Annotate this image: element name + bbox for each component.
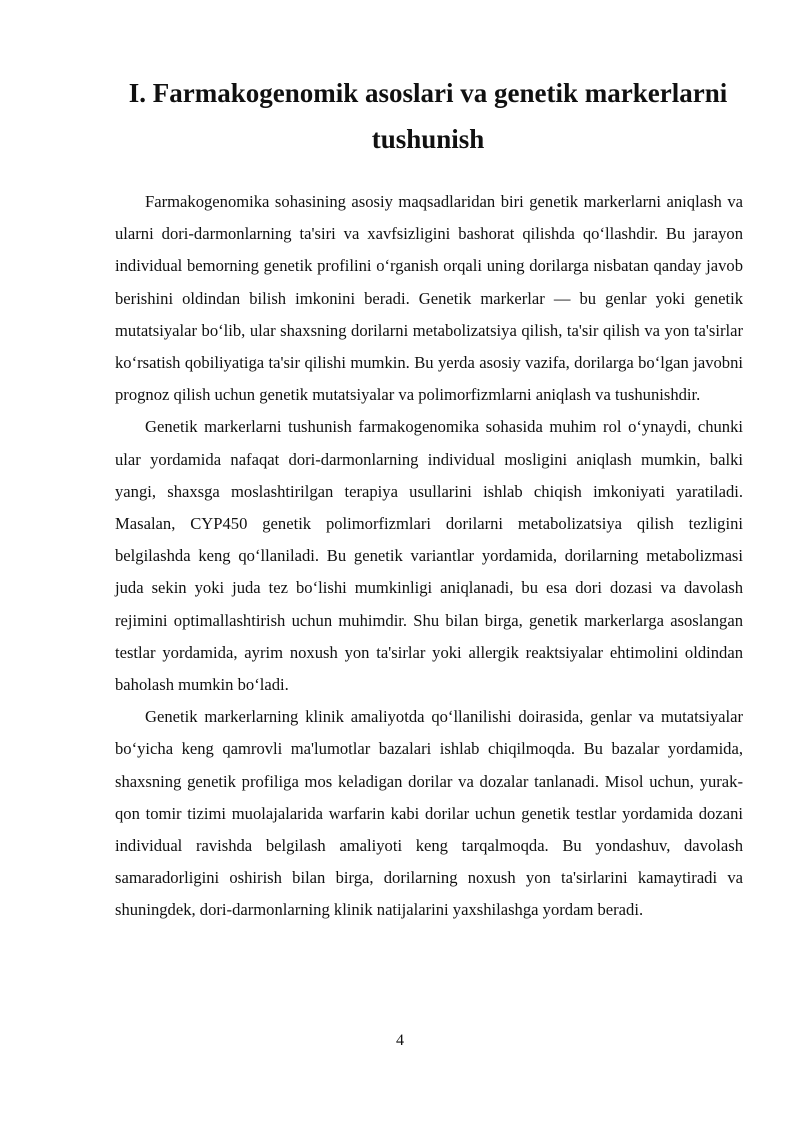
section-title: I. Farmakogenomik asoslari va genetik markerlarni tushunish [128,78,728,154]
paragraph-1: Farmakogenomika sohasining asosiy maqsadlaridan biri genetik markerlarni aniqlash va ularni dori-darmonlarning ta'siri va xavfsizligini bashorat qilishda qo‘llashdir. Bu jarayon individual bemorning genetik profilini o‘rganish orqali uning dorilarga nisbatan qanday javob berishini oldindan bilish imkonini beradi. Genetik markerlar — bu genlar yoki genetik mutatsiyalar bo‘lib, ular shaxsning dorilarni metabolizatsiya qilish, ta'sir qilish va yon ta'sirlar ko‘rsatish qobiliyatiga ta'sir qilishi mumkin. Bu yerda asosiy vazifa, dorilarga bo‘lgan javobni prognoz qilish uchun genetik mutatsiyalar va polimorfizmlarni aniqlash va tushunishdir. [115,192,743,405]
paragraph-2: Genetik markerlarni tushunish farmakogenomika sohasida muhim rol o‘ynaydi, chunki ular yordamida nafaqat dori-darmonlarning individual mosligini aniqlash mumkin, balki yangi, shaxsga moslashtirilgan terapiya usullarini ishlab chiqish imkoniyati yaratiladi. Masalan, CYP450 genetik polimorfizmlari dorilarni metabolizatsiya qilish tezligini belgilashda keng qo‘llaniladi. Bu genetik variantlar yordamida, dorilarning metabolizmasi juda sekin yoki juda tez bo‘lishi mumkinligi aniqlanadi, bu esa dori dozasi va davolash rejimini optimallashtirish uchun muhimdir. Shu bilan birga, genetik markerlarga asoslangan testlar yordamida, ayrim noxush yon ta'sirlar yoki allergik reaktsiyalar ehtimolini oldindan baholash mumkin bo‘ladi. [115,417,743,695]
page-number: 4 [396,1032,404,1049]
paragraph-3: Genetik markerlarning klinik amaliyotda qo‘llanilishi doirasida, genlar va mutatsiyalar bo‘yicha keng qamrovli ma'lumotlar bazalari ishlab chiqilmoqda. Bu bazalar yordamida, shaxsning genetik profiliga mos keladigan dorilar va dozalar tanlanadi. Misol uchun, yurak-qon tomir tizimi muolajalarida warfarin kabi dorilar uchun genetik testlar yordamida dozani individual ravishda belgilash amaliyoti keng tarqalmoqda. Bu yondashuv, davolash samaradorligini oshirish bilan birga, dorilarning noxush yon ta'sirlarini kamaytiradi va shuningdek, dori-darmonlarning klinik natijalarini yaxshilashga yordam beradi. [115,707,743,920]
body-text [115,186,743,927]
